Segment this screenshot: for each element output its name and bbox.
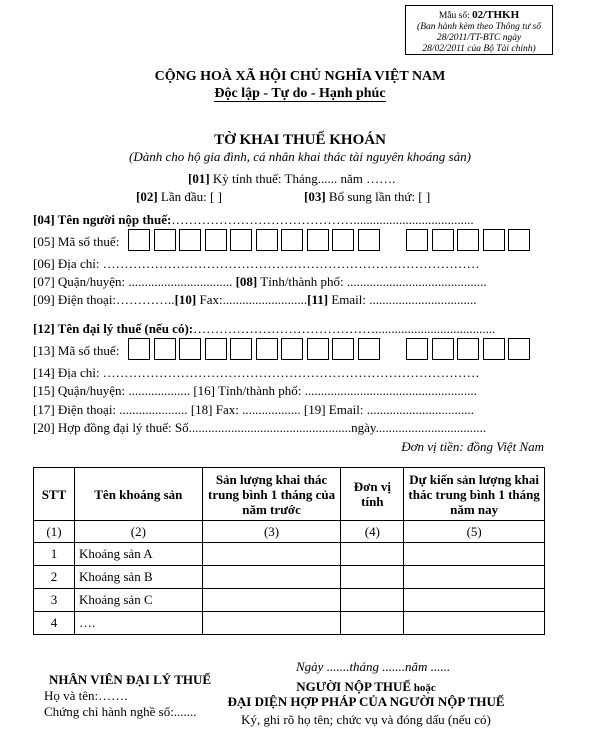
sign-date[interactable]: Ngày .......tháng .......năm ...... [296, 659, 451, 674]
minerals-table [33, 467, 545, 635]
agent-contact[interactable]: [17] Điện thoại: ..................... [18] Fax: .................. [19] Email: ................................. [33, 402, 474, 417]
agent-staff-title: NHÂN VIÊN ĐẠI LÝ THUẾ [49, 672, 212, 687]
row-stt: 3 [34, 589, 75, 612]
supplement-submission[interactable]: [03] Bổ sung lần thứ: [ ] [304, 189, 431, 204]
row-last-year-output[interactable] [202, 566, 341, 589]
agent-district-province[interactable]: [15] Quận/huyện: ................... [16] Tỉnh/thành phố: ..................................................... [33, 383, 477, 398]
digit-box[interactable] [256, 338, 278, 360]
digit-box[interactable] [432, 338, 454, 360]
digit-box[interactable] [483, 229, 505, 251]
digit-box[interactable] [332, 338, 354, 360]
digit-box[interactable] [432, 229, 454, 251]
first-submission[interactable]: [02] Lần đầu: [ ] [136, 189, 222, 204]
index-cell: (5) [404, 521, 545, 543]
col-header-mineral: Tên khoáng sản [74, 468, 202, 521]
col-header-stt: STT [34, 468, 75, 521]
taxpayer-tax-code-boxes[interactable] [128, 229, 383, 251]
payer-title: NGƯỜI NỘP THUẾ hoặc [296, 679, 436, 694]
table-row [34, 589, 545, 612]
agent-staff-name[interactable]: Họ và tên:……. [44, 688, 128, 703]
digit-box[interactable] [358, 338, 380, 360]
taxpayer-tax-code-label: [05] Mã số thuế: [33, 234, 120, 249]
row-stt: 2 [34, 566, 75, 589]
taxpayer-district-province[interactable]: [07] Quận/huyện: ................................ [08] Tỉnh/thành phố: ........................................... [33, 274, 487, 289]
row-mineral-name: Khoáng sản C [74, 589, 202, 612]
row-mineral-name: …. [74, 612, 202, 635]
taxpayer-address-field[interactable]: [06] Địa chỉ: …………………………………………………………………………… [33, 256, 480, 271]
taxpayer-branch-code-boxes[interactable] [406, 229, 534, 251]
digit-box[interactable] [179, 229, 201, 251]
row-unit[interactable] [341, 612, 404, 635]
row-mineral-name: Khoáng sản A [74, 543, 202, 566]
row-expected-output[interactable] [404, 543, 545, 566]
digit-box[interactable] [508, 338, 530, 360]
table-index-row [34, 521, 545, 543]
agent-name-field[interactable]: [12] Tên đại lý thuế (nếu có):……………………………………..................................... [33, 321, 496, 336]
index-cell: (4) [341, 521, 404, 543]
digit-box[interactable] [508, 229, 530, 251]
digit-box[interactable] [406, 338, 428, 360]
digit-box[interactable] [457, 338, 479, 360]
agent-address-field[interactable]: [14] Địa chỉ: …………………………………………………………………………… [33, 365, 480, 380]
agent-staff-certificate[interactable]: Chứng chỉ hành nghề số:....... [44, 704, 197, 719]
row-last-year-output[interactable] [202, 543, 341, 566]
row-unit[interactable] [341, 543, 404, 566]
form-code: Mẫu số: 02/THKH [438, 9, 520, 21]
row-expected-output[interactable] [404, 566, 545, 589]
form-note-1: (Ban hành kèm theo Thông tư số [417, 22, 541, 32]
index-cell: (1) [34, 521, 75, 543]
agent-contract[interactable]: [20] Hợp đồng đại lý thuế: Số..................................................ngày.................................. [33, 420, 487, 435]
col-header-expected-output: Dự kiến sản lượng khai thác trung bình 1 tháng năm nay [404, 468, 545, 521]
row-last-year-output[interactable] [202, 612, 341, 635]
currency-note: Đơn vị tiền: đồng Việt Nam [401, 439, 544, 454]
digit-box[interactable] [128, 338, 150, 360]
digit-box[interactable] [281, 229, 303, 251]
digit-box[interactable] [230, 338, 252, 360]
motto: Độc lập - Tự do - Hạnh phúc [214, 86, 386, 101]
tax-period-line: [01] Kỳ tính thuế: Tháng...... năm ……. [188, 171, 396, 186]
digit-box[interactable] [483, 338, 505, 360]
country-name: CỘNG HOÀ XÃ HỘI CHỦ NGHĨA VIỆT NAM [154, 69, 446, 84]
digit-box[interactable] [307, 229, 329, 251]
payer-representative-title: ĐẠI DIỆN HỢP PHÁP CỦA NGƯỜI NỘP THUẾ [227, 694, 505, 709]
row-unit[interactable] [341, 589, 404, 612]
digit-box[interactable] [281, 338, 303, 360]
table-row [34, 566, 545, 589]
row-stt: 4 [34, 612, 75, 635]
agent-tax-code-label: [13] Mã số thuế: [33, 343, 120, 358]
digit-box[interactable] [154, 338, 176, 360]
agent-tax-code-boxes[interactable] [128, 338, 383, 360]
digit-box[interactable] [205, 338, 227, 360]
digit-box[interactable] [406, 229, 428, 251]
row-mineral-name: Khoáng sản B [74, 566, 202, 589]
row-expected-output[interactable] [404, 589, 545, 612]
taxpayer-name-field[interactable]: [04] Tên người nộp thuế:……………………………………..................................... [33, 212, 474, 227]
digit-box[interactable] [230, 229, 252, 251]
payer-sign-note: Ký, ghi rõ họ tên; chức vụ và đóng dấu (nếu có) [241, 712, 491, 727]
row-expected-output[interactable] [404, 612, 545, 635]
form-subtitle: (Dành cho hộ gia đình, cá nhân khai thác tài nguyên khoáng sản) [129, 149, 471, 164]
table-row [34, 543, 545, 566]
form-code-box [405, 5, 553, 55]
col-header-unit: Đơn vị tính [341, 468, 404, 521]
row-stt: 1 [34, 543, 75, 566]
index-cell: (3) [202, 521, 341, 543]
row-unit[interactable] [341, 566, 404, 589]
index-cell: (2) [74, 521, 202, 543]
agent-branch-code-boxes[interactable] [406, 338, 534, 360]
form-note-2: 28/2011/TT-BTC ngày [436, 33, 522, 43]
form-note-3: 28/02/2011 của Bộ Tài chính) [422, 44, 536, 54]
digit-box[interactable] [256, 229, 278, 251]
digit-box[interactable] [307, 338, 329, 360]
digit-box[interactable] [358, 229, 380, 251]
digit-box[interactable] [128, 229, 150, 251]
digit-box[interactable] [179, 338, 201, 360]
col-header-last-year-output: Sản lượng khai thác trung bình 1 tháng của năm trước [202, 468, 341, 521]
table-row [34, 612, 545, 635]
digit-box[interactable] [332, 229, 354, 251]
form-title: TỜ KHAI THUẾ KHOÁN [214, 132, 386, 148]
table-header-row [34, 468, 545, 521]
digit-box[interactable] [205, 229, 227, 251]
digit-box[interactable] [154, 229, 176, 251]
taxpayer-contact[interactable]: [09] Điện thoại:…………..[10] Fax:..........................[11] Email: ................................. [33, 292, 477, 307]
digit-box[interactable] [457, 229, 479, 251]
row-last-year-output[interactable] [202, 589, 341, 612]
